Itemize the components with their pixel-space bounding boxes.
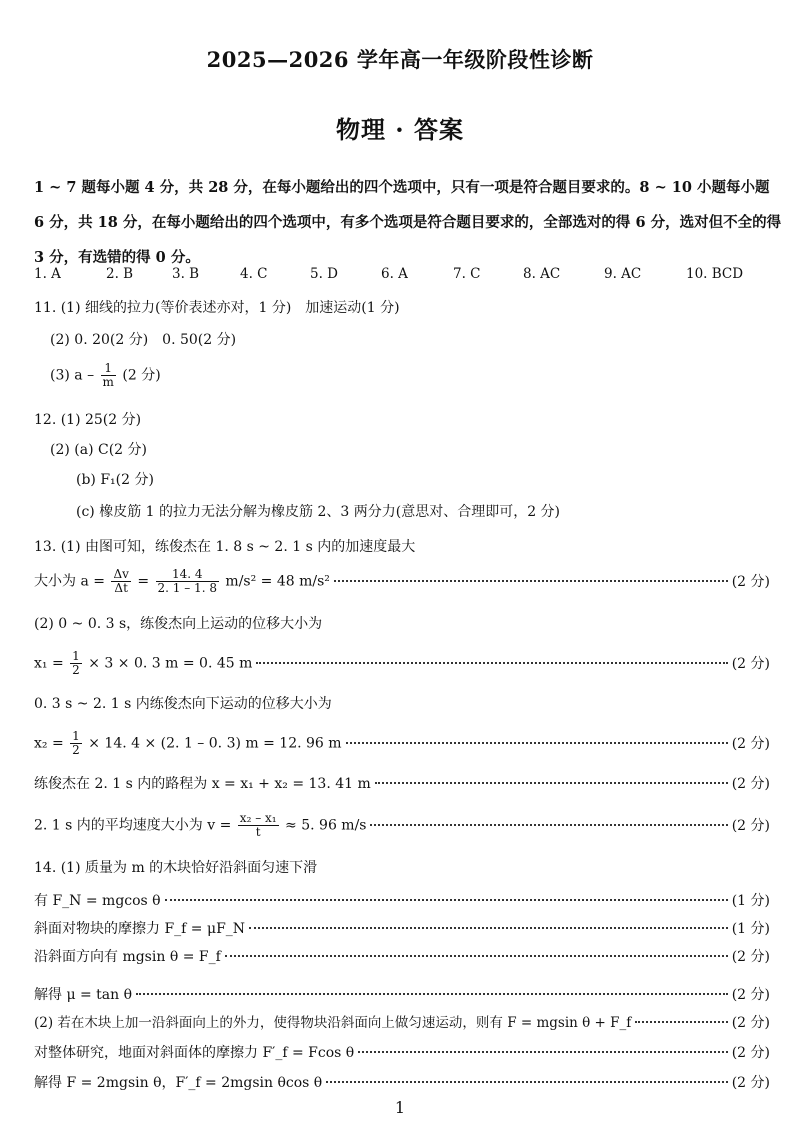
score: (2 分) [731, 1045, 770, 1061]
choice-answer: 4. C [240, 266, 268, 282]
equation-text [34, 812, 366, 839]
q12-part2a: (2) (a) C(2 分) [50, 442, 147, 458]
q11-part3 [50, 362, 786, 389]
fraction-numerator: 1 [101, 362, 116, 376]
equation-text [34, 650, 252, 677]
fraction-denominator: Δt [114, 581, 128, 595]
score: (2 分) [731, 776, 770, 792]
equation-text: 斜面对物块的摩擦力 F_f = μF_N [34, 921, 246, 937]
dot-leader [358, 1051, 728, 1053]
equation-text: (2) 若在木块上加一沿斜面向上的外力，使得物块沿斜面向上做匀速运动，则有 F = mgsin θ + F_f [34, 1015, 632, 1031]
q14-step [34, 985, 770, 1005]
equation-suffix: ≈ 5. 96 m/s [285, 817, 367, 834]
score: (2 分) [731, 1075, 770, 1091]
fraction [101, 362, 116, 389]
dot-leader [165, 899, 728, 901]
fraction-denominator: 2. 1 – 1. 8 [157, 581, 217, 595]
q12-part2c: (c) 橡皮筋 1 的拉力无法分解为橡皮筋 2、3 两分力(意思对、合理即可，2 分) [76, 504, 561, 520]
fraction [238, 812, 279, 839]
fraction-numerator: Δv [113, 567, 129, 581]
equation-suffix: × 14. 4 × (2. 1 – 0. 3) m = 12. 96 m [88, 735, 342, 752]
fraction-numerator: 1 [72, 649, 80, 663]
document-subtitle: 物理 · 答案 [335, 115, 465, 144]
choice-answers-row [34, 266, 774, 286]
dot-leader [225, 955, 728, 957]
document-title: 2025—2026 学年高一年级阶段性诊断 [206, 47, 594, 72]
fraction-denominator: t [255, 825, 261, 839]
choice-answer: 5. D [310, 266, 338, 282]
q14-step [34, 947, 770, 967]
choice-answer: 7. C [453, 266, 481, 282]
score: (2 分) [731, 573, 770, 590]
q13-path-line [34, 774, 770, 794]
equation-text: 沿斜面方向有 mgsin θ = F_f [34, 949, 221, 965]
q13-velocity-line [34, 812, 770, 839]
q14-step [34, 1013, 770, 1033]
fraction-numerator: x₂ – x₁ [239, 811, 277, 825]
equation-suffix: m/s² = 48 m/s² [225, 573, 330, 590]
choice-answer: 8. AC [523, 266, 561, 282]
q11-part2: (2) 0. 20(2 分) 0. 50(2 分) [50, 332, 237, 348]
q13-part1: 13. (1) 由图可知，练俊杰在 1. 8 s ~ 2. 1 s 内的加速度最大 [34, 539, 416, 555]
q14-step [34, 1073, 770, 1093]
q13-x1-line [34, 650, 770, 677]
q12-part2b: (b) F₁(2 分) [76, 472, 154, 488]
score: (2 分) [731, 655, 770, 672]
equation-prefix: x₁ = [34, 655, 64, 672]
page-number: 1 [394, 1098, 406, 1117]
equation-prefix: 2. 1 s 内的平均速度大小为 v = [34, 817, 232, 834]
fraction [156, 568, 219, 595]
q11-part3-prefix: (3) a – [50, 367, 95, 384]
choice-answer: 9. AC [604, 266, 642, 282]
score: (2 分) [731, 949, 770, 965]
q11-part1: 11. (1) 细线的拉力(等价表述亦对，1 分) 加速运动(1 分) [34, 300, 400, 316]
choice-answer: 10. BCD [686, 266, 744, 282]
dot-leader [346, 742, 728, 744]
fraction-denominator: 2 [72, 663, 80, 677]
choice-answer: 6. A [381, 266, 408, 282]
q14-step [34, 891, 770, 911]
equation-text [34, 730, 342, 757]
dot-leader [370, 824, 727, 826]
equation-text [34, 568, 330, 595]
equation-text: 练俊杰在 2. 1 s 内的路程为 x = x₁ + x₂ = 13. 41 m [34, 776, 371, 792]
dot-leader [635, 1021, 727, 1023]
score: (1 分) [731, 921, 770, 937]
fraction-numerator: 14. 4 [156, 568, 219, 582]
fraction-denominator: 2 [72, 743, 80, 757]
q11-part3-score: (2 分) [122, 367, 161, 384]
instruction-line: 6 分，共 18 分，在每小题给出的四个选项中，有多个选项是符合题目要求的，全部选对的得 6 分，选对但不全的得 [34, 214, 782, 231]
equation-suffix: × 3 × 0. 3 m = 0. 45 m [88, 655, 253, 672]
score: (2 分) [731, 1015, 770, 1031]
equation-text: 有 F_N = mgcos θ [34, 893, 161, 909]
score: (2 分) [731, 735, 770, 752]
instruction-line: 1 ~ 7 题每小题 4 分，共 28 分，在每小题给出的四个选项中，只有一项是符合题目要求的。8 ~ 10 小题每小题 [34, 179, 770, 196]
dot-leader [334, 580, 728, 582]
q14-step [34, 919, 770, 939]
q14-part1: 14. (1) 质量为 m 的木块恰好沿斜面匀速下滑 [34, 860, 318, 876]
q13-part2: (2) 0 ~ 0. 3 s，练俊杰向上运动的位移大小为 [34, 616, 323, 632]
dot-leader [249, 927, 728, 929]
equals-sign: = [137, 573, 150, 590]
equation-text: 对整体研究，地面对斜面体的摩擦力 F′_f = Fcos θ [34, 1045, 355, 1061]
dot-leader [326, 1081, 727, 1083]
equation-text: 解得 F = 2mgsin θ，F′_f = 2mgsin θcos θ [34, 1075, 323, 1091]
dot-leader [256, 662, 727, 664]
score: (2 分) [731, 987, 770, 1003]
q13-acceleration-line [34, 568, 770, 595]
dot-leader [136, 993, 728, 995]
choice-answer: 3. B [172, 266, 200, 282]
fraction [70, 650, 82, 677]
dot-leader [375, 782, 728, 784]
q13-part2-b: 0. 3 s ~ 2. 1 s 内练俊杰向下运动的位移大小为 [34, 696, 332, 712]
fraction [70, 730, 82, 757]
scoring-instructions [34, 170, 782, 275]
choice-answer: 1. A [34, 266, 61, 282]
fraction-denominator: m [102, 375, 114, 389]
fraction-numerator: 1 [72, 729, 80, 743]
equation-prefix: x₂ = [34, 735, 64, 752]
q13-x2-line [34, 730, 770, 757]
score: (1 分) [731, 893, 770, 909]
equation-prefix: 大小为 a = [34, 573, 105, 590]
choice-answer: 2. B [106, 266, 134, 282]
equation-text: 解得 μ = tan θ [34, 987, 133, 1003]
q12-part1: 12. (1) 25(2 分) [34, 412, 142, 428]
q14-step [34, 1043, 770, 1063]
score: (2 分) [731, 817, 770, 834]
instruction-line: 3 分，有选错的得 0 分。 [34, 249, 200, 266]
fraction [111, 568, 130, 595]
